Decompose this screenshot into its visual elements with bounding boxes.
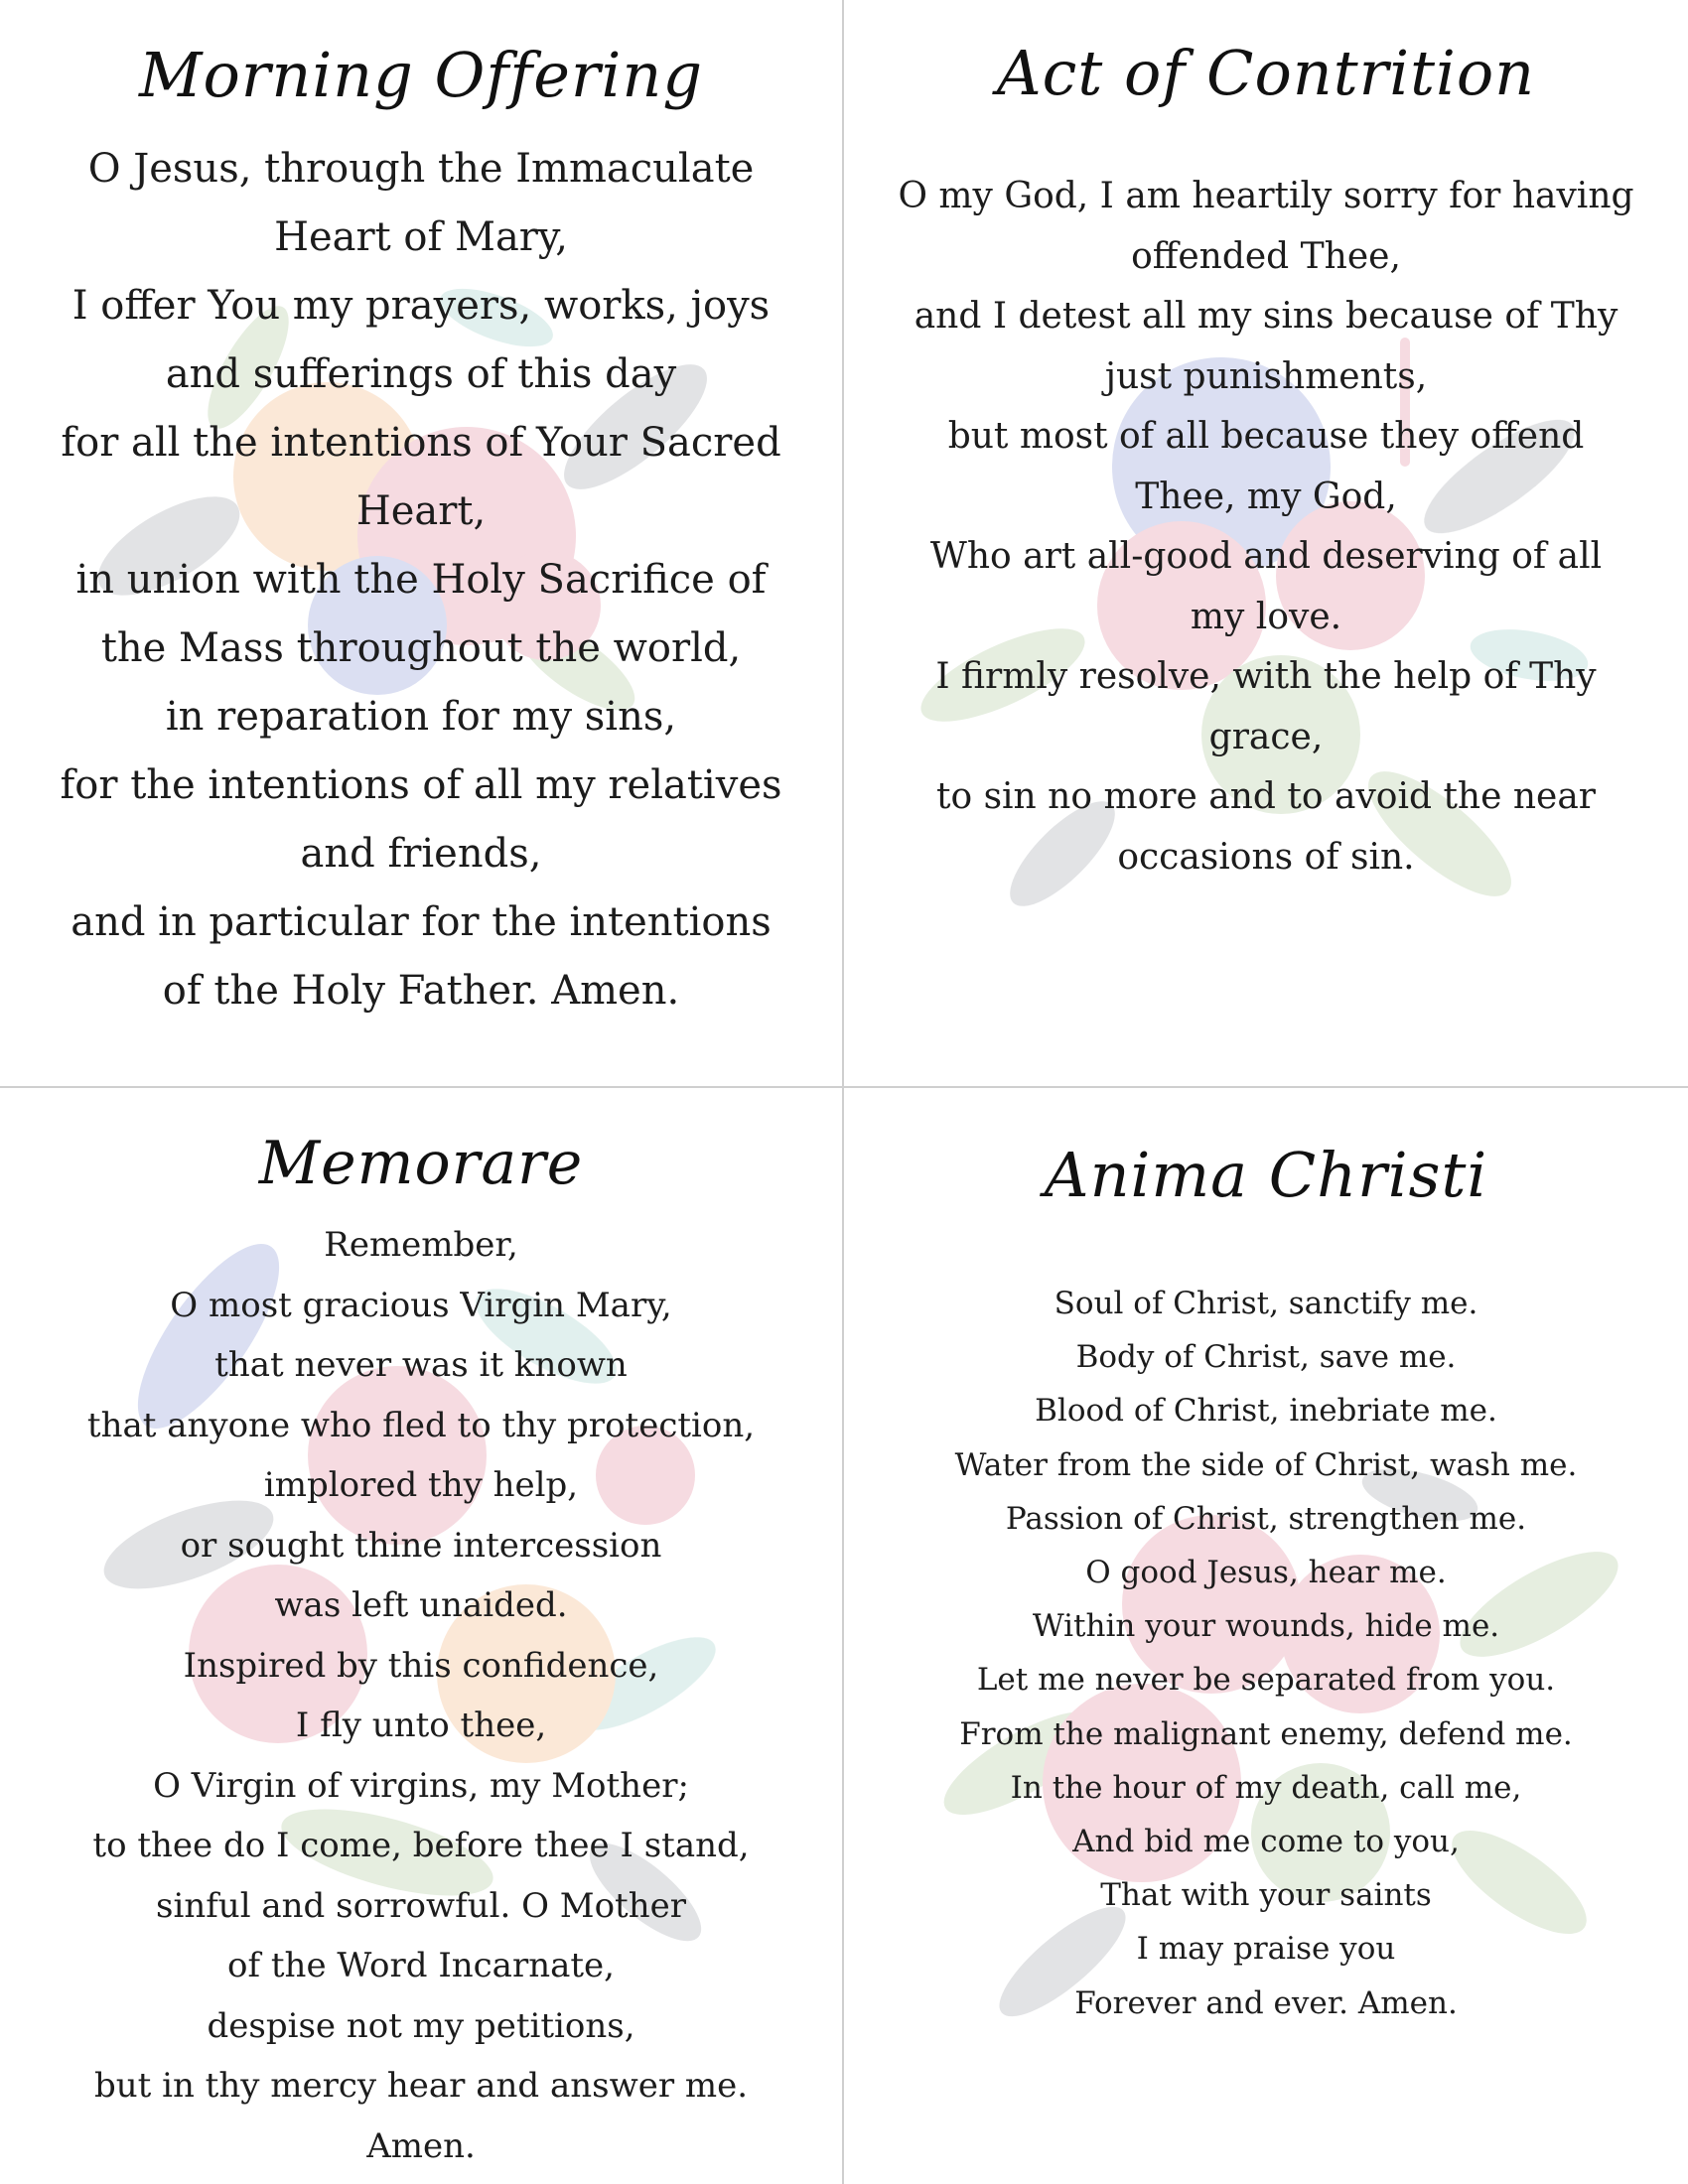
prayer-line: that anyone who fled to thy protection,	[86, 1405, 756, 1445]
prayer-line: that never was it known	[214, 1345, 628, 1385]
prayer-line: offended Thee,	[1131, 235, 1401, 277]
prayer-line: but in thy mercy hear and answer me.	[93, 2066, 749, 2106]
prayer-card-morning-offering	[0, 0, 842, 1086]
prayer-line: to sin no more and to avoid the near	[935, 776, 1597, 817]
prayer-line: occasions of sin.	[1117, 836, 1415, 878]
prayer-text	[0, 135, 842, 1025]
prayer-line: of the Holy Father. Amen.	[162, 968, 680, 1014]
prayer-line: and I detest all my sins because of Thy	[914, 296, 1618, 337]
prayer-line: despise not my petitions,	[207, 2005, 635, 2046]
prayer-title: Morning Offering	[138, 39, 704, 111]
prayer-title: Memorare	[258, 1129, 584, 1198]
prayer-line: Soul of Christ, sanctify me.	[1054, 1286, 1478, 1321]
prayer-line: and sufferings of this day	[165, 351, 677, 397]
prayer-line: in union with the Holy Sacrifice of	[75, 557, 767, 603]
prayer-line: was left unaided.	[274, 1585, 568, 1625]
prayer-line: of the Word Incarnate,	[227, 1946, 615, 1985]
prayer-line: Heart of Mary,	[274, 214, 568, 260]
prayer-line: In the hour of my death, call me,	[1010, 1769, 1522, 1806]
prayer-line: Water from the side of Christ, wash me.	[954, 1446, 1578, 1483]
prayer-line: and in particular for the intentions	[70, 899, 772, 945]
prayer-text	[0, 1215, 842, 2176]
prayer-line: or sought thine intercession	[180, 1525, 662, 1566]
prayer-line: Within your wounds, hide me.	[1032, 1608, 1500, 1645]
prayer-line: my love.	[1190, 596, 1342, 637]
prayer-line: O Virgin of virgins, my Mother;	[153, 1765, 689, 1806]
prayer-line: That with your saints	[1100, 1877, 1432, 1914]
prayer-line: for all the intentions of Your Sacred	[61, 420, 781, 466]
prayer-line: just punishments,	[1104, 355, 1428, 397]
prayer-title: Act of Contrition	[996, 37, 1536, 109]
prayer-line: Blood of Christ, inebriate me.	[1035, 1393, 1497, 1430]
prayer-card-memorare	[0, 1088, 842, 2184]
prayer-line: Inspired by this confidence,	[183, 1645, 659, 1686]
prayer-line: I fly unto thee,	[295, 1706, 547, 1745]
prayer-line: Body of Christ, save me.	[1075, 1339, 1457, 1376]
prayer-line: I offer You my prayers, works, joys	[71, 283, 771, 329]
prayer-line: I firmly resolve, with the help of Thy	[935, 656, 1597, 697]
prayer-line: Heart,	[355, 488, 487, 534]
prayer-card-anima-christi	[844, 1088, 1688, 2184]
prayer-line: Passion of Christ, strengthen me.	[1005, 1500, 1527, 1537]
prayer-line: Forever and ever. Amen.	[1074, 1984, 1458, 2021]
prayer-line: O most gracious Virgin Mary,	[170, 1285, 672, 1325]
prayer-line: Remember,	[324, 1225, 518, 1265]
prayer-line: in reparation for my sins,	[165, 694, 677, 740]
prayer-card-act-of-contrition	[844, 0, 1688, 1086]
prayer-line: for the intentions of all my relatives	[60, 762, 782, 808]
prayer-text	[844, 167, 1688, 887]
prayer-line: Thee, my God,	[1135, 476, 1397, 517]
prayer-line: Let me never be separated from you.	[976, 1662, 1556, 1699]
prayer-line: and friends,	[300, 831, 542, 877]
prayer-text	[844, 1277, 1688, 2030]
prayer-line: the Mass throughout the world,	[100, 625, 742, 671]
prayer-line: but most of all because they offend	[947, 416, 1585, 457]
prayer-title: Anima Christi	[1044, 1139, 1488, 1211]
prayer-line: O good Jesus, hear me.	[1085, 1555, 1447, 1591]
prayer-line: Who art all-good and deserving of all	[929, 536, 1603, 577]
prayer-line: I may praise you	[1136, 1931, 1396, 1968]
prayer-line: And bid me come to you,	[1072, 1824, 1460, 1860]
prayer-line: Amen.	[366, 2125, 476, 2166]
prayer-line: From the malignant enemy, defend me.	[959, 1715, 1573, 1752]
prayer-line: implored thy help,	[263, 1465, 579, 1505]
prayer-line: O Jesus, through the Immaculate	[87, 146, 755, 192]
prayer-line: grace,	[1208, 716, 1324, 757]
prayer-line: O my God, I am heartily sorry for having	[898, 176, 1634, 216]
prayer-line: to thee do I come, before thee I stand,	[92, 1826, 750, 1865]
prayer-line: sinful and sorrowful. O Mother	[156, 1885, 686, 1926]
